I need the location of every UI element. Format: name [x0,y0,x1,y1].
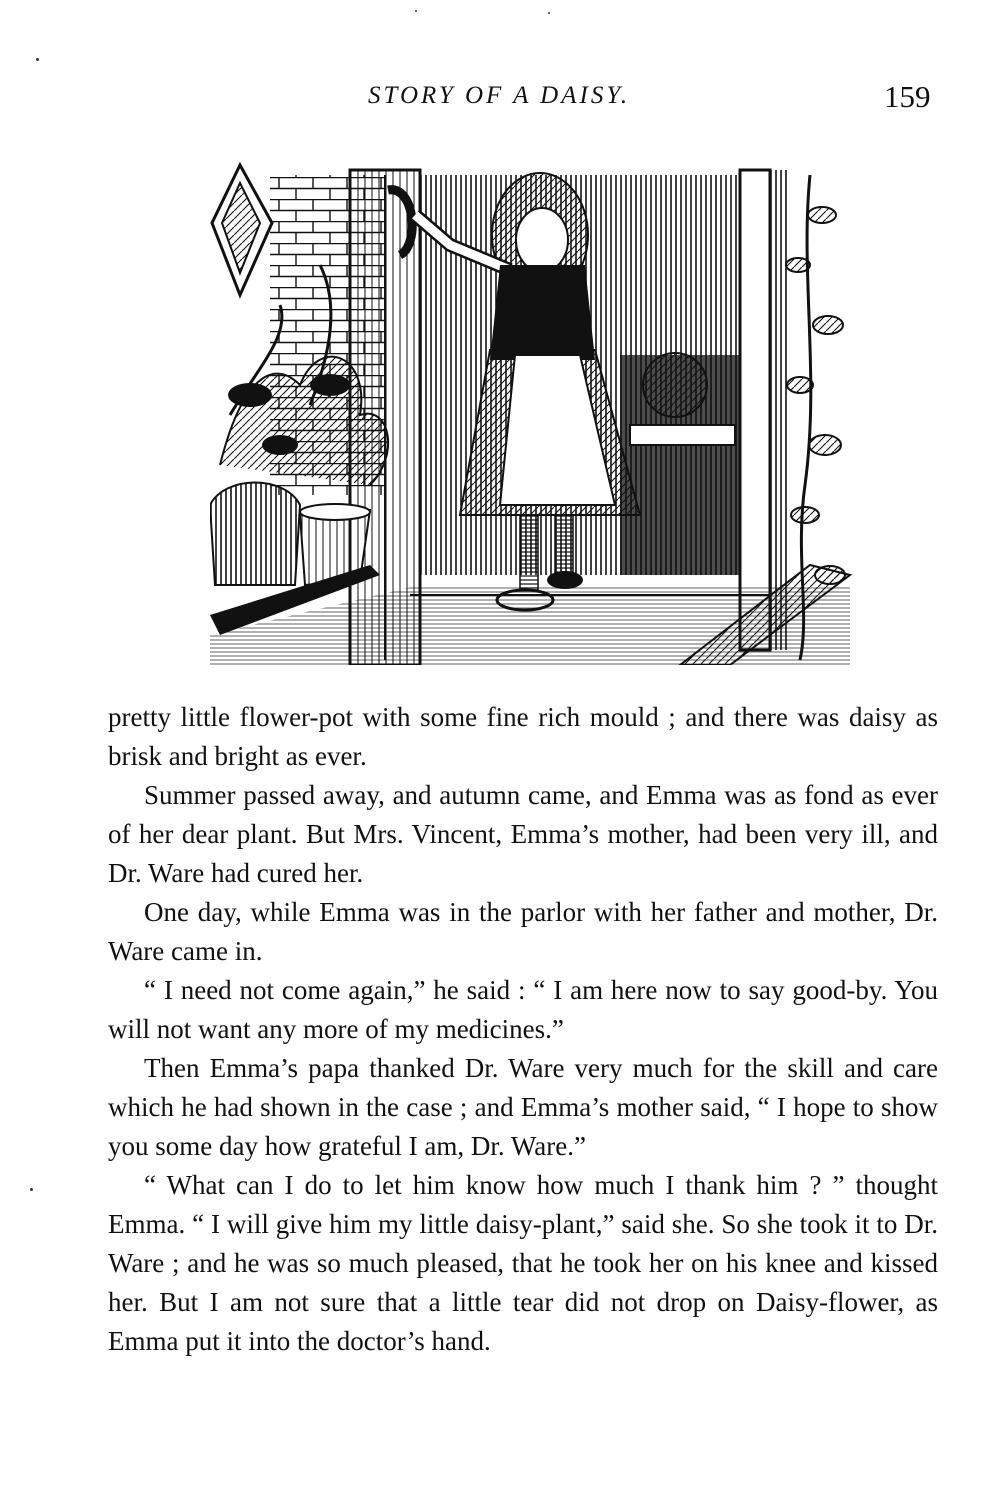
page-number: 159 [884,79,931,114]
paragraph-3: One day, while Emma was in the parlor with her father and mother, Dr. Ware came in. [108,897,938,966]
illustration [210,155,855,665]
paragraph-4: “ I need not come again,” he said : “ I am here now to say good-by. You will not want any more of my medicines.” [108,975,938,1044]
running-title: STORY OF A DAISY. [368,82,631,109]
print-speck [30,1188,33,1191]
paragraph-1: pretty little flower-pot with some fine rich mould ; and there was daisy as brisk and bright as ever. [108,702,938,771]
print-speck [548,12,550,14]
paragraph-5: Then Emma’s papa thanked Dr. Ware very much for the skill and care which he had shown in the case ; and Emma’s mother said, “ I hope to show you some day how grateful I am, Dr. Ware.” [108,1053,938,1161]
engraving-svg [210,155,855,665]
body-text [108,698,938,1361]
right-door-post [740,170,770,650]
running-head [0,79,1000,122]
paragraph-6: “ What can I do to let him know how much I thank him ? ” thought Emma. “ I will give him my little daisy-plant,” said she. So she took it to Dr. Ware ; and he was so much pleased, that he took her on his knee and kissed her. But I am not sure that a little tear did not drop on Daisy-flower, as Emma put it into the doctor’s hand. [108,1170,938,1356]
paragraph-2: Summer passed away, and autumn came, and Emma was as fond as ever of her dear plant. But Mrs. Vincent, Emma’s mother, had been very ill, and Dr. Ware had cured her. [108,780,938,888]
lattice-window [212,165,272,295]
print-speck [415,10,417,12]
print-speck [36,58,39,61]
